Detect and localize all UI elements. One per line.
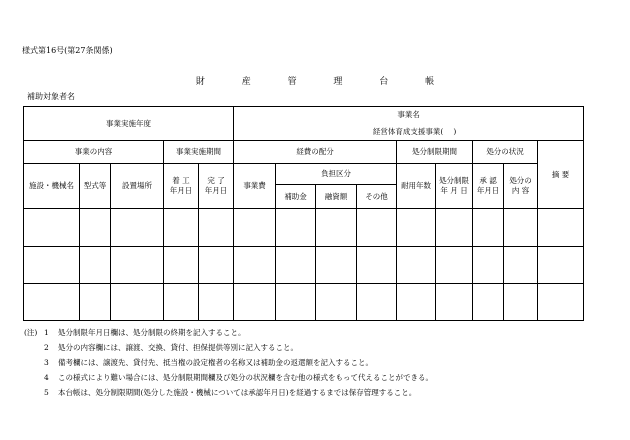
table-row <box>24 209 584 246</box>
location-header: 設置場所 <box>111 164 164 209</box>
business-content-header: 事業の内容 <box>24 141 164 164</box>
burden-division-header: 負担区分 <box>276 164 397 185</box>
recipient-label: 補助対象者名 <box>27 92 75 101</box>
burden-row <box>24 164 584 185</box>
table-row <box>24 283 584 320</box>
project-name-value: 経営体育成支援事業( ) <box>372 126 457 136</box>
document-title: 財 産 管 理 台 帳 <box>195 77 452 87</box>
table-row <box>24 246 584 283</box>
note-item: 2 処分の内容欄には、譲渡、交換、貸付、担保提供等別に記入すること。 <box>44 343 298 352</box>
model-header: 型式等 <box>80 164 111 209</box>
project-name-cell <box>234 107 584 141</box>
subsidy-header: 補助金 <box>276 185 316 209</box>
expense-allocation-header: 経費の配分 <box>234 141 397 164</box>
project-cost-header: 事業費 <box>234 164 276 209</box>
notes-heading: (注) <box>24 328 38 337</box>
form-number: 様式第16号(第27条関係) <box>22 46 113 55</box>
disposal-period-header: 処分制限期間 <box>397 141 473 164</box>
remarks-header: 摘 要 <box>538 141 584 209</box>
property-ledger-table <box>23 106 584 321</box>
project-info-row <box>24 107 584 141</box>
project-name-close: ) <box>453 126 457 136</box>
notes-section <box>24 325 433 400</box>
project-name-label: 事業名 <box>397 110 420 120</box>
useful-life-header: 耐用年数 <box>397 164 436 209</box>
note-item: (注) 1 処分制限年月日欄は、処分制限の終期を記入すること。 <box>24 325 433 340</box>
disposal-status-header: 処分の状況 <box>473 141 538 164</box>
start-date-header: 着 工 年月日 <box>164 164 199 209</box>
completion-date-header: 完 了 年月日 <box>199 164 234 209</box>
financing-header: 融資額 <box>316 185 357 209</box>
disposal-content-header: 処分の 内 容 <box>504 164 538 209</box>
group-header-row <box>24 141 584 164</box>
note-item: 5 本台帳は、処分制限期間(処分した施設・機械については承認年月日)を経過するまでは保存管理すること。 <box>44 388 417 397</box>
other-header: その他 <box>357 185 397 209</box>
implementation-period-header: 事業実施期間 <box>164 141 234 164</box>
facility-name-header: 施設・機械名 <box>24 164 80 209</box>
fiscal-year-label: 事業実施年度 <box>106 118 152 128</box>
approval-date-header: 承 認 年月日 <box>473 164 504 209</box>
note-item: 3 備考欄には、譲渡先、貸付先、抵当権の設定権者の名称又は補助金の返還額を記入すること。 <box>44 358 373 367</box>
fiscal-year-cell <box>24 107 234 141</box>
disposal-limit-date-header: 処分制限 年 月 日 <box>436 164 473 209</box>
note-item: 4 この様式により難い場合には、処分制限期間欄及び処分の状況欄を含む他の様式をもって代えることができる。 <box>44 373 433 382</box>
